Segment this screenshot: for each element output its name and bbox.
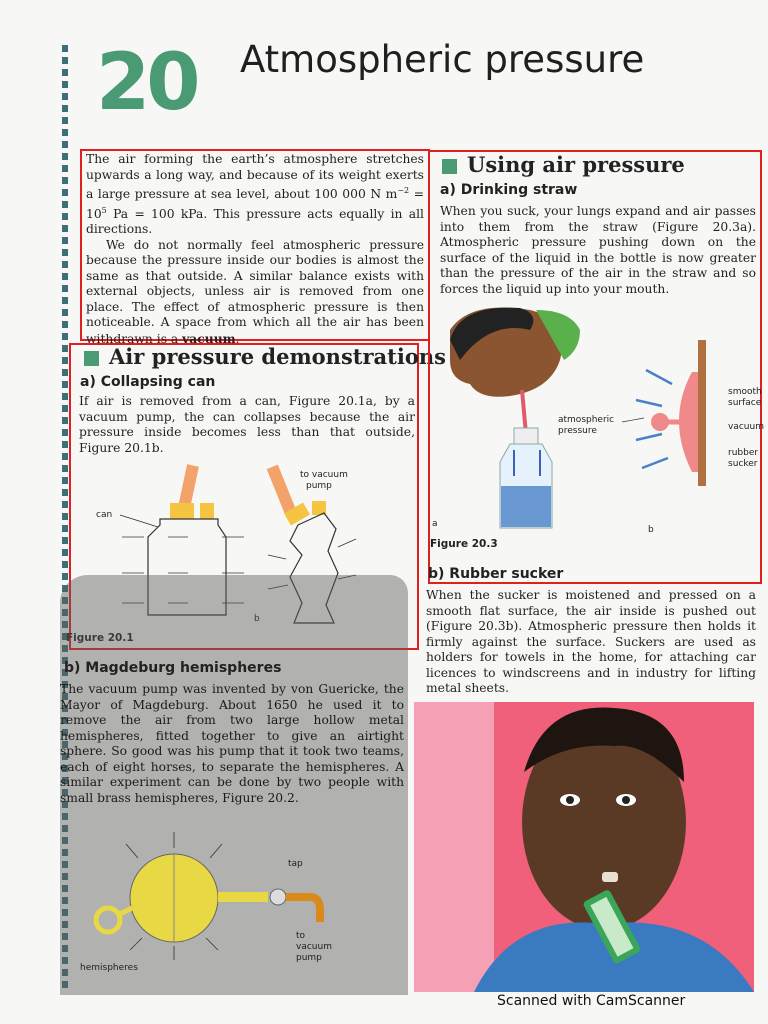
binding-hole: [62, 549, 68, 556]
binding-hole: [62, 141, 68, 148]
boy-drinking-illustration: [450, 308, 580, 397]
binding-hole: [62, 237, 68, 244]
rubber-label: rubber: [728, 448, 759, 458]
binding-hole: [62, 309, 68, 316]
binding-hole: [62, 333, 68, 340]
figure-a-label: b: [254, 614, 260, 624]
binding-hole: [62, 441, 68, 448]
binding-hole: [62, 45, 68, 52]
chapter-title: Atmospheric pressure: [240, 38, 645, 81]
binding-hole: [62, 201, 68, 208]
binding-hole: [62, 57, 68, 64]
binding-hole: [62, 429, 68, 436]
binding-hole: [62, 393, 68, 400]
binding-hole: [62, 369, 68, 376]
section-square-icon: [442, 159, 457, 174]
drinking-straw-title: a) Drinking straw: [440, 182, 578, 198]
binding-hole: [62, 189, 68, 196]
binding-hole: [62, 129, 68, 136]
collapsing-can-title: a) Collapsing can: [80, 374, 216, 390]
binding-hole: [62, 297, 68, 304]
binding-hole: [62, 477, 68, 484]
figure-3b-label: b: [648, 525, 654, 535]
binding-hole: [62, 213, 68, 220]
figure-20-3-diagram: [430, 300, 764, 536]
using-air-pressure-heading: Using air pressure: [442, 152, 685, 177]
vacuum-label: vacuum: [728, 422, 764, 432]
figure-20-1-caption: Figure 20.1: [66, 632, 134, 644]
binding-hole: [62, 381, 68, 388]
binding-hole: [62, 117, 68, 124]
binding-hole: [62, 249, 68, 256]
binding-hole: [62, 177, 68, 184]
binding-hole: [62, 225, 68, 232]
binding-hole: [62, 465, 68, 472]
figure-3a-label: a: [432, 519, 438, 529]
scanner-watermark: Scanned with CamScanner: [497, 993, 686, 1009]
figure-20-2-diagram: [66, 830, 366, 980]
binding-hole: [62, 93, 68, 100]
magdeburg-sphere: [96, 854, 320, 942]
can-label: can: [96, 510, 113, 520]
smooth-label: smooth: [728, 387, 762, 397]
boy-blowing-photo: [414, 702, 754, 992]
vacuum-pump-label-1: to vacuum: [300, 470, 348, 480]
figure-20-3-caption: Figure 20.3: [430, 538, 498, 550]
binding-hole: [62, 165, 68, 172]
binding-hole: [62, 81, 68, 88]
drinking-straw-text: When you suck, your lungs expand and air passes into them from the straw (Figure 20.3a). Atmospheric pressure pushing down on the surface of the liquid in the bottle is now greater than the pressure of the air in the straw and so forces the liquid up into your mouth.: [440, 204, 756, 296]
binding-hole: [62, 273, 68, 280]
binding-hole: [62, 285, 68, 292]
photo-illustration: [414, 702, 754, 992]
hemispheres-label: hemispheres: [80, 963, 138, 973]
binding-hole: [62, 417, 68, 424]
sucker-label: sucker: [728, 459, 758, 469]
binding-hole: [62, 345, 68, 352]
atmospheric-label: atmospheric: [558, 415, 615, 425]
binding-hole: [62, 561, 68, 568]
magdeburg-text: The vacuum pump was invented by von Guericke, the Mayor of Magdeburg. About 1650 he used it to remove the air from two large hollow metal hemispheres, fitted together to give an airtight sphere. So good was his pump that it took two teams, each of eight horses, to separate the hemispheres. A similar experiment can be done by two people with small brass hemispheres, Figure 20.2.: [60, 682, 404, 805]
magdeburg-title: b) Magdeburg hemispheres: [64, 660, 282, 676]
chapter-number: 20: [96, 38, 197, 128]
demonstrations-heading: Air pressure demonstrations: [84, 344, 446, 369]
tap-label: tap: [288, 859, 303, 869]
binding-hole: [62, 513, 68, 520]
binding-hole: [62, 357, 68, 364]
binding-hole: [62, 405, 68, 412]
intro-text: [86, 152, 424, 347]
intro-paragraph-1: The air forming the earth’s atmosphere stretches upwards a long way, and because of its weight exerts a large pressure at sea level, about 100 000 N $m^{-2} = 10^5$ Pa = 100 kPa. This pressure acts equally in all directions.: [86, 152, 424, 237]
rubber-sucker: [651, 340, 706, 486]
pump-label: pump: [296, 953, 322, 963]
binding-hole: [62, 105, 68, 112]
rubber-sucker-text: When the sucker is moistened and pressed on a smooth flat surface, the air inside is pushed out (Figure 20.3b). Atmospheric pressure then holds it firmly against the surface. Suckers are used as holders for towels in the home, for attaching car licences to windscreens and in industry for lifting metal sheets.: [426, 588, 756, 695]
binding-hole: [62, 573, 68, 580]
binding-hole: [62, 261, 68, 268]
binding-hole: [62, 69, 68, 76]
binding-hole: [62, 537, 68, 544]
binding-hole: [62, 321, 68, 328]
binding-hole: [62, 453, 68, 460]
rubber-sucker-title: b) Rubber sucker: [428, 566, 564, 582]
surface-label: surface: [728, 398, 762, 408]
binding-hole: [62, 489, 68, 496]
section-square-icon: [84, 351, 99, 366]
collapsing-can-text: If air is removed from a can, Figure 20.1a, by a vacuum pump, the can collapses because the air pressure inside becomes less than that outside, Figure 20.1b.: [79, 394, 415, 455]
vacuum-label: vacuum: [296, 942, 332, 952]
pressure-label: pressure: [558, 426, 597, 436]
binding-hole: [62, 525, 68, 532]
intro-paragraph-2: We do not normally feel atmospheric pressure because the pressure inside our bodies is almost the same as that outside. A similar balance exists with external objects, unless air is removed from one place. The effect of atmospheric pressure is then noticeable. A space from which all the air has been withdrawn is a vacuum.: [86, 237, 424, 346]
binding-hole: [62, 501, 68, 508]
vacuum-pump-label-2: pump: [306, 481, 332, 491]
to-label: to: [296, 931, 306, 941]
binding-hole: [62, 153, 68, 160]
bottle: [500, 428, 552, 528]
